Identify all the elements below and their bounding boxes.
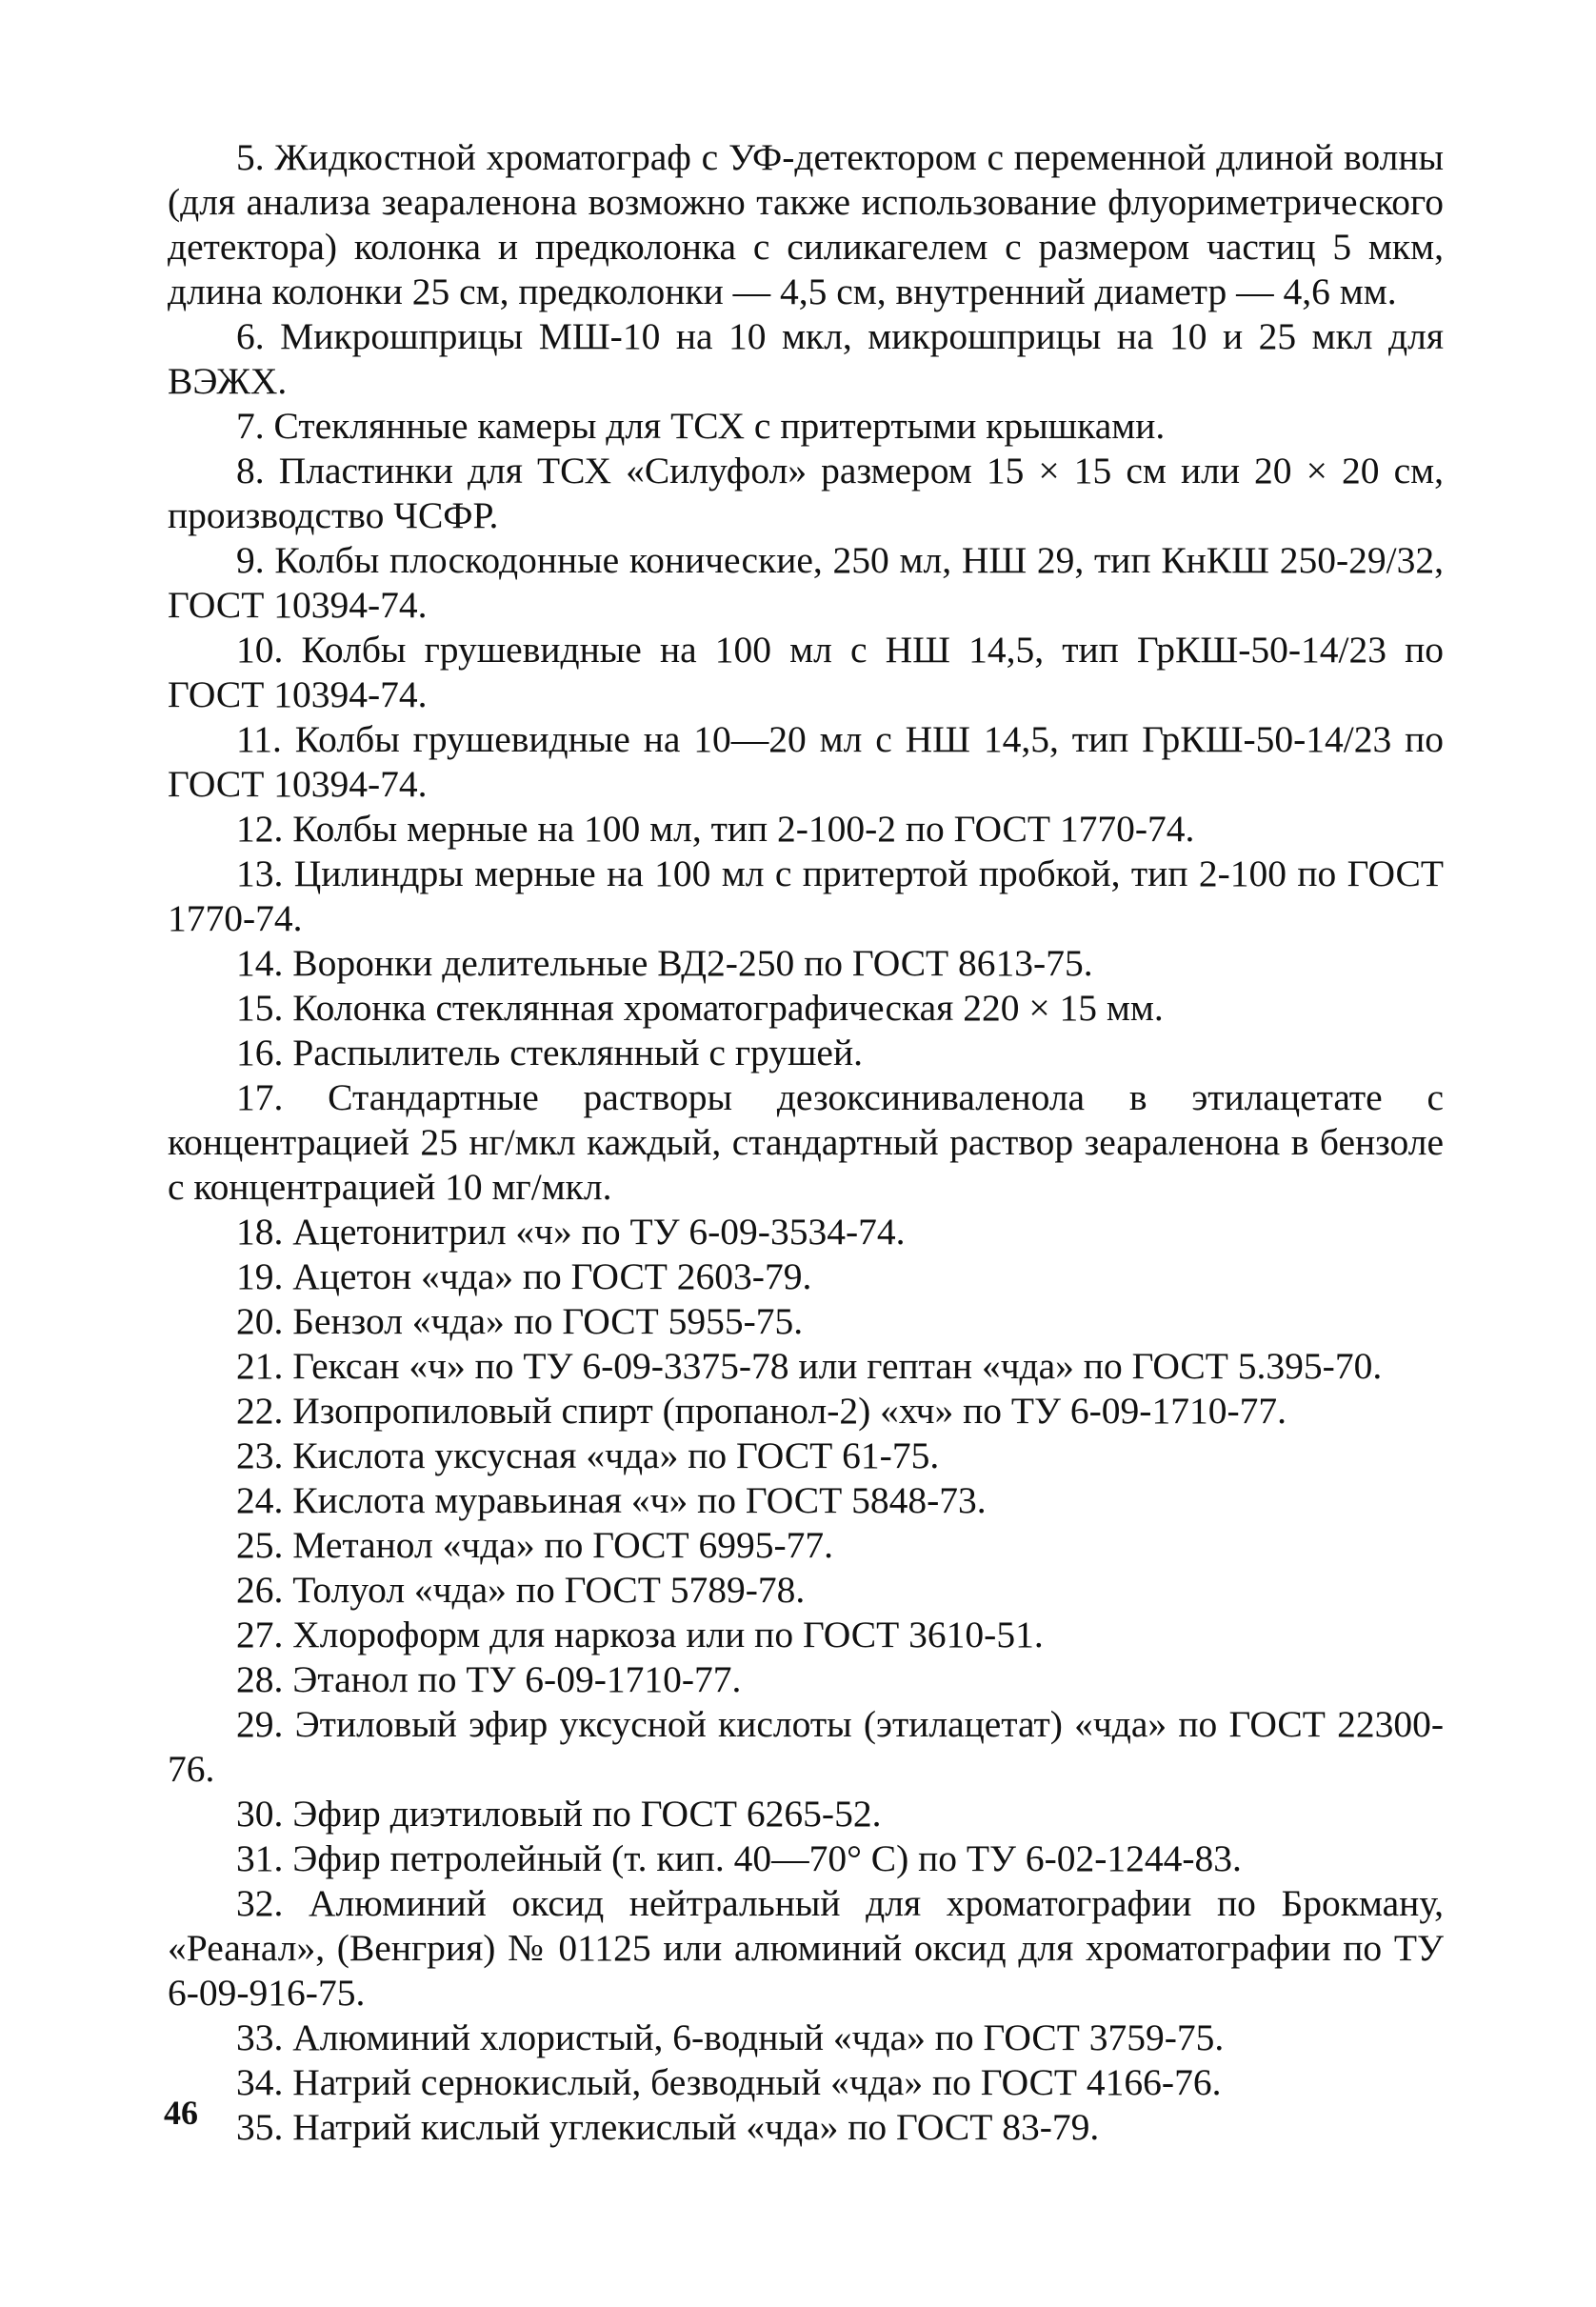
list-item: 6. Микрошприцы МШ-10 на 10 мкл, микрошприцы на 10 и 25 мкл для ВЭЖХ. [168, 315, 1444, 402]
list-item: 18. Ацетонитрил «ч» по ТУ 6-09-3534-74. [236, 1211, 906, 1253]
list-item: 15. Колонка стеклянная хроматографическая 220 × 15 мм. [236, 987, 1164, 1029]
list-item: 7. Стеклянные камеры для ТСХ с притертыми крышками. [236, 405, 1166, 447]
list-item: 27. Хлороформ для наркоза или по ГОСТ 3610-51. [236, 1614, 1044, 1655]
page-number: 46 [164, 2094, 198, 2132]
list-item: 12. Колбы мерные на 100 мл, тип 2-100-2 по ГОСТ 1770-74. [236, 808, 1195, 850]
list-item: 19. Ацетон «чда» по ГОСТ 2603-79. [236, 1255, 812, 1297]
reagents-equipment-list [168, 135, 1444, 2150]
list-item: 21. Гексан «ч» по ТУ 6-09-3375-78 или гептан «чда» по ГОСТ 5.395-70. [236, 1345, 1383, 1387]
list-item: 20. Бензол «чда» по ГОСТ 5955-75. [236, 1300, 804, 1342]
list-item: 17. Стандартные растворы дезоксиниваленола в этилацетате с концентрацией 25 нг/мкл каждый, стандартный раствор зеараленона в бензоле с концентрацией 10 мг/мкл. [168, 1076, 1444, 1208]
list-item: 26. Толуол «чда» по ГОСТ 5789-78. [236, 1569, 806, 1611]
list-item: 34. Натрий сернокислый, безводный «чда» по ГОСТ 4166-76. [236, 2061, 1222, 2103]
list-item: 32. Алюминий оксид нейтральный для хроматографии по Брокману, «Реанал», (Венгрия) № 01125 или алюминий оксид для хроматографии по ТУ 6-09-916-75. [168, 1882, 1444, 2014]
list-item: 9. Колбы плоскодонные конические, 250 мл, НШ 29, тип КнКШ 250-29/32, ГОСТ 10394-74. [168, 539, 1444, 626]
list-item: 24. Кислота муравьиная «ч» по ГОСТ 5848-73. [236, 1479, 987, 1521]
list-item: 25. Метанол «чда» по ГОСТ 6995-77. [236, 1524, 833, 1566]
list-item: 11. Колбы грушевидные на 10—20 мл с НШ 14,5, тип ГрКШ-50-14/23 по ГОСТ 10394-74. [168, 718, 1444, 805]
list-item: 33. Алюминий хлористый, 6-водный «чда» по ГОСТ 3759-75. [236, 2016, 1225, 2058]
list-item: 30. Эфир диэтиловый по ГОСТ 6265-52. [236, 1793, 882, 1835]
list-item: 16. Распылитель стеклянный с грушей. [236, 1032, 863, 1073]
list-item: 14. Воронки делительные ВД2-250 по ГОСТ 8613-75. [236, 942, 1093, 984]
list-item: 13. Цилиндры мерные на 100 мл с притертой пробкой, тип 2-100 по ГОСТ 1770-74. [168, 853, 1444, 939]
list-item: 29. Этиловый эфир уксусной кислоты (этилацетат) «чда» по ГОСТ 22300-76. [168, 1703, 1444, 1790]
list-item: 23. Кислота уксусная «чда» по ГОСТ 61-75. [236, 1434, 940, 1476]
list-item: 22. Изопропиловый спирт (пропанол-2) «хч» по ТУ 6-09-1710-77. [236, 1390, 1287, 1432]
list-item: 31. Эфир петролейный (т. кип. 40—70° С) по ТУ 6-02-1244-83. [236, 1837, 1242, 1879]
list-item: 35. Натрий кислый углекислый «чда» по ГОСТ 83-79. [236, 2106, 1100, 2148]
list-item: 10. Колбы грушевидные на 100 мл с НШ 14,5, тип ГрКШ-50-14/23 по ГОСТ 10394-74. [168, 629, 1444, 715]
list-item: 28. Этанол по ТУ 6-09-1710-77. [236, 1658, 742, 1700]
list-item: 8. Пластинки для ТСХ «Силуфол» размером 15 × 15 см или 20 × 20 см, производство ЧСФР. [168, 450, 1444, 536]
list-item: 5. Жидкостной хроматограф с УФ-детектором с переменной длиной волны (для анализа зеараленона возможно также использование флуориметрического детектора) колонка и предколонка с силикагелем с размером частиц 5 мкм, длина колонки 25 см, предколонки — 4,5 см, внутренний диаметр — 4,6 мм. [168, 136, 1444, 312]
